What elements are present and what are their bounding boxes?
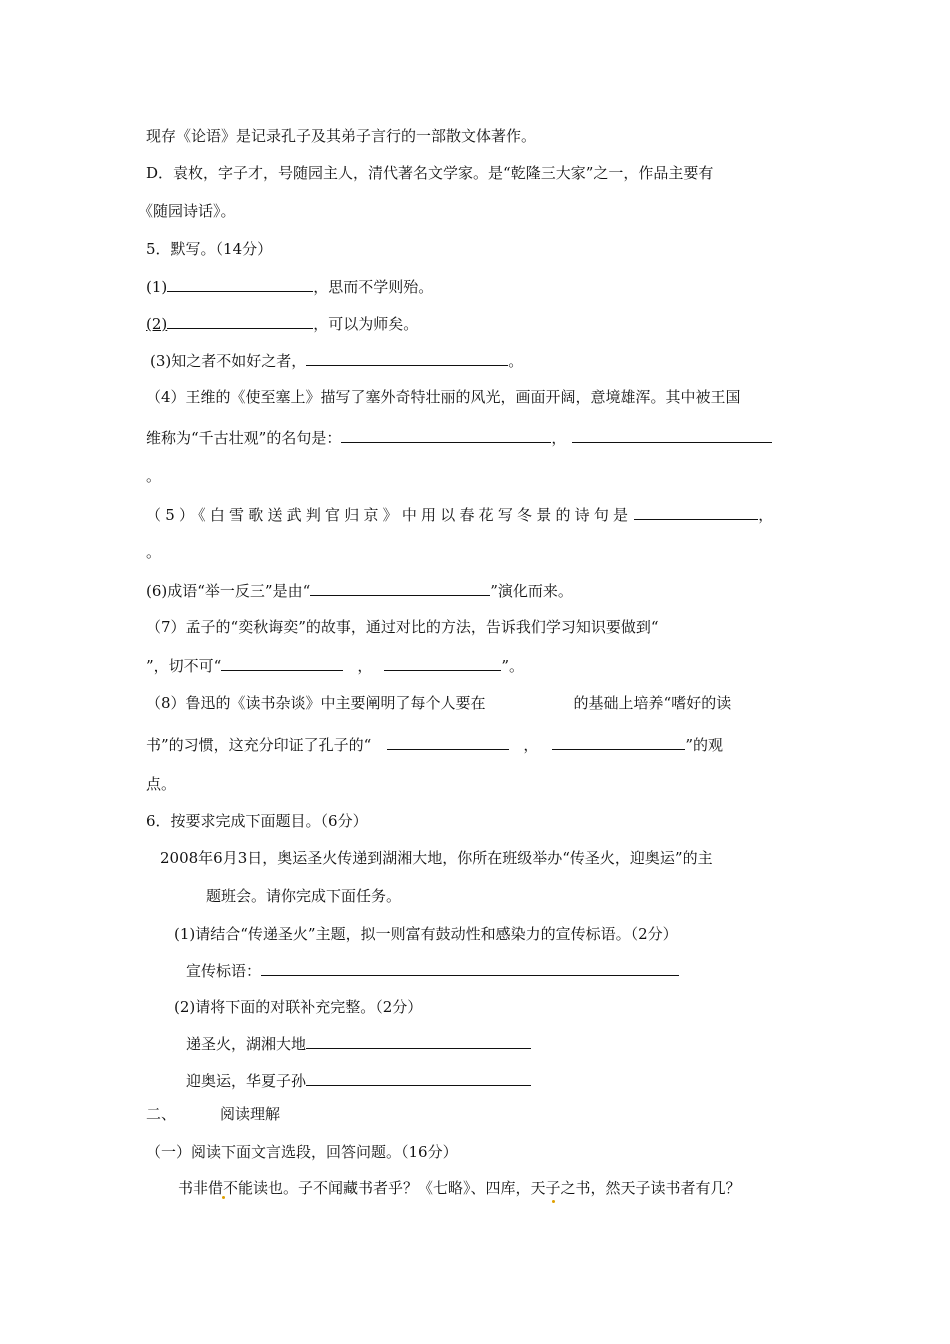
question-5-title: 5．默写。（14分）: [146, 240, 273, 258]
question-6-title: 6．按要求完成下面题目。（6分）: [146, 812, 368, 830]
question-5-5: [146, 504, 777, 525]
question-5-8-line3: 点。: [146, 775, 177, 793]
item-text: ”，切不可“: [146, 657, 222, 675]
classical-passage: [178, 1178, 741, 1198]
question-6-intro: 题班会。请你完成下面任务。: [206, 887, 402, 905]
question-5-3: [150, 350, 523, 371]
slogan-line: [186, 960, 679, 981]
item-text: 的基础上培养“嗜好的读: [573, 694, 732, 712]
item-text: ，思而不学则殆。: [313, 278, 434, 296]
item-text: ”的观: [685, 736, 724, 754]
section-title: 阅读理解: [220, 1105, 281, 1123]
question-6-intro: 2008年6月3日，奥运圣火传递到湖湘大地，你所在班级举办“传圣火，迎奥运”的主: [160, 849, 713, 867]
section-2-part-1: （一）阅读下面文言选段，回答问题。（16分）: [146, 1143, 458, 1161]
answer-blank[interactable]: [167, 313, 313, 329]
question-5-1: [146, 276, 433, 297]
answer-blank[interactable]: [572, 427, 772, 443]
question-5-7-line1: （7）孟子的“奕秋诲奕”的故事，通过对比的方法，告诉我们学习知识要做到“: [146, 618, 659, 636]
question-5-4-line1: （4）王维的《使至塞上》描写了塞外奇特壮丽的风光，画面开阔，意境雄浑。其中被王国: [146, 388, 741, 406]
couplet-blank[interactable]: [306, 1033, 531, 1049]
item-sep: ，: [758, 506, 778, 524]
item-sep: ，: [523, 736, 539, 754]
option-d-line: D．袁枚，字子才，号随园主人，清代著名文学家。是“乾隆三大家”之一，作品主要有: [146, 164, 714, 182]
couplet-line-2: [186, 1070, 531, 1091]
answer-blank[interactable]: [310, 580, 490, 596]
item-sep: ，: [551, 429, 567, 447]
couplet-blank[interactable]: [306, 1070, 531, 1086]
item-text: ，可以为师矣。: [313, 315, 419, 333]
question-5-4-end: 。: [146, 467, 162, 485]
slogan-label: 宣传标语：: [186, 962, 262, 980]
passage-emphasis: 子: [545, 1179, 561, 1197]
question-5-6: [146, 580, 573, 601]
question-5-7-line2: [146, 655, 524, 676]
item-text: 维称为“千古壮观”的名句是：: [146, 429, 342, 447]
couplet-text: 递圣火，湖湘大地: [186, 1035, 307, 1053]
text-line: 《随园诗话》。: [138, 202, 236, 220]
passage-text: 书非借: [178, 1179, 224, 1197]
question-5-5-end: 。: [146, 543, 162, 561]
answer-blank[interactable]: [634, 504, 758, 520]
question-5-8-line1: [146, 693, 731, 713]
question-5-4-line2: [146, 427, 772, 448]
couplet-text: 迎奥运，华夏子孙: [186, 1072, 307, 1090]
item-number: (1): [146, 278, 168, 296]
text-line: 现存《论语》是记录孔子及其弟子言行的一部散文体著作。: [146, 127, 537, 145]
answer-blank[interactable]: [167, 276, 313, 292]
couplet-line-1: [186, 1033, 531, 1054]
item-text: （8）鲁迅的《读书杂谈》中主要阐明了每个人要在: [146, 694, 486, 712]
slogan-blank[interactable]: [261, 960, 679, 976]
answer-blank[interactable]: [384, 655, 501, 671]
answer-blank[interactable]: [552, 734, 685, 750]
item-number: (2): [146, 315, 168, 333]
question-6-1: (1)请结合“传递圣火”主题，拟一则富有鼓动性和感染力的宣传标语。（2分）: [174, 925, 678, 943]
answer-blank[interactable]: [306, 350, 508, 366]
item-end: ”。: [501, 657, 525, 675]
item-sep: ，: [357, 657, 373, 675]
section-number: 二、: [146, 1105, 177, 1123]
answer-blank[interactable]: [221, 655, 343, 671]
item-text: ”演化而来。: [490, 582, 573, 600]
item-text: （5）《白雪歌送武判官归京》中用以春花写冬景的诗句是: [146, 506, 633, 524]
passage-text: 之书，然天子读书者有几？: [560, 1179, 741, 1197]
item-text: (3)知之者不如好之者，: [150, 352, 307, 370]
item-text: (6)成语“举一反三”是由“: [146, 582, 311, 600]
question-6-2: (2)请将下面的对联补充完整。（2分）: [174, 998, 423, 1016]
answer-blank[interactable]: [341, 427, 551, 443]
question-5-2: [146, 313, 418, 334]
item-text: 书”的习惯，这充分印证了孔子的“: [146, 736, 372, 754]
passage-text: 不能读也。子不闻藏书者乎？《七略》、四库，天: [223, 1179, 546, 1197]
item-end: 。: [508, 352, 524, 370]
question-5-8-line2: [146, 734, 723, 755]
section-2-heading: [146, 1104, 280, 1124]
answer-blank[interactable]: [387, 734, 509, 750]
